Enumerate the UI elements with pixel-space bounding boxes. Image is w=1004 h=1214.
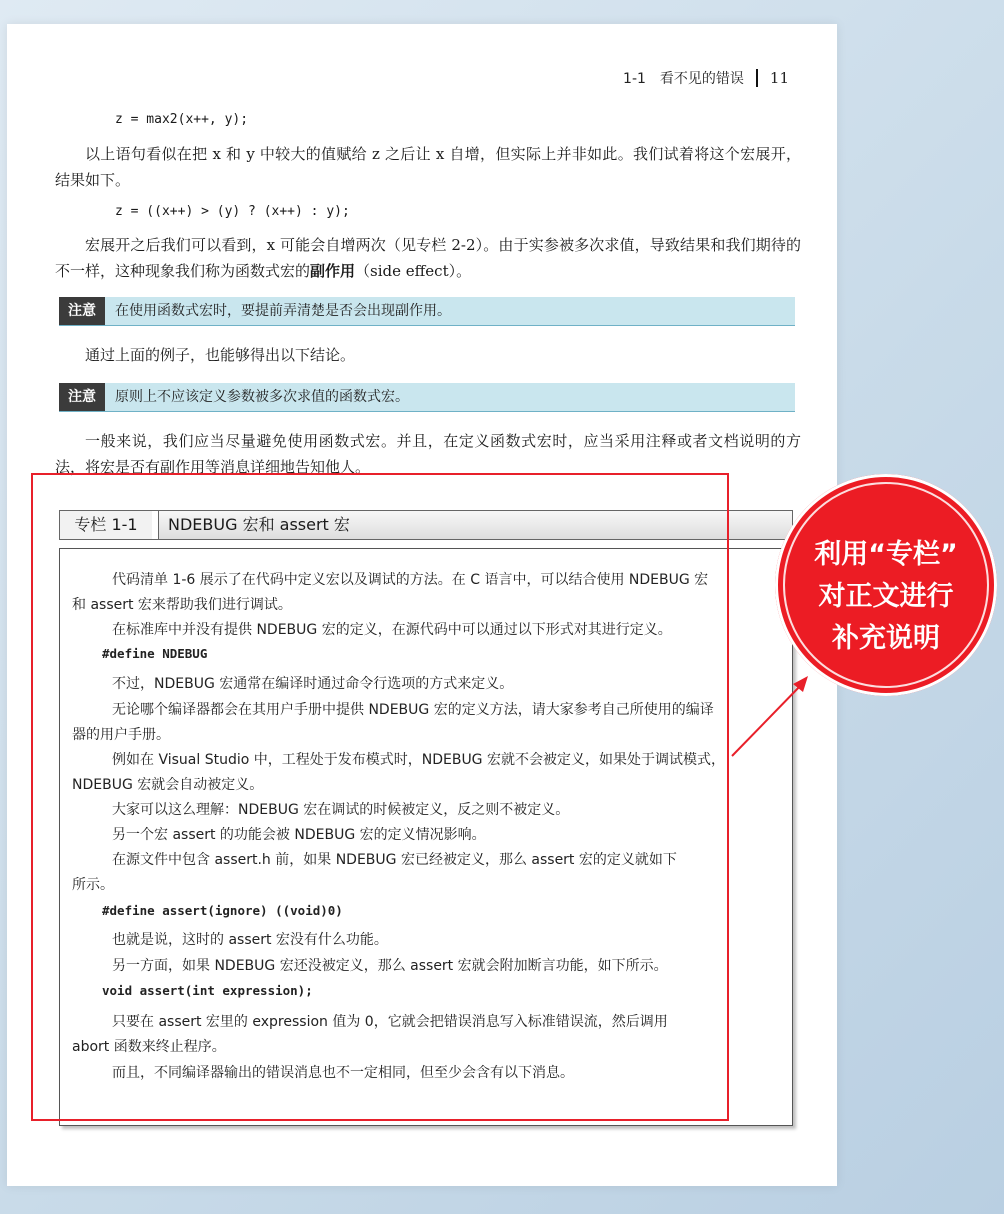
column-line: 器的用户手册。 xyxy=(72,727,170,743)
column-line: 代码清单 1-6 展示了在代码中定义宏以及调试的方法。在 C 语言中，可以结合使用 NDEBUG 宏 xyxy=(112,572,709,588)
column-title: NDEBUG 宏和 assert 宏 xyxy=(168,515,350,534)
page-header xyxy=(7,68,789,88)
note-text: 原则上不应该定义参数被多次求值的函数式宏。 xyxy=(115,389,409,405)
note-tag: 注意 xyxy=(59,383,105,411)
column-line: 无论哪个编译器都会在其用户手册中提供 NDEBUG 宏的定义方法，请大家参考自己所使用的编译 xyxy=(112,702,714,718)
column-line: 所示。 xyxy=(72,877,114,893)
paragraph-4: 一般来说，我们应当尽量避免使用函数式宏。并且，在定义函数式宏时，应当采用注释或者文档说明的方法，将宏是否有副作用等消息详细地告知他人。 xyxy=(55,432,801,476)
column-line: 也就是说，这时的 assert 宏没有什么功能。 xyxy=(112,932,388,948)
note-box-1 xyxy=(59,297,795,326)
note-tag: 注意 xyxy=(59,297,105,325)
callout-line-1: 利用“专栏” xyxy=(814,539,958,570)
column-line: NDEBUG 宏就会自动被定义。 xyxy=(72,777,264,793)
paragraph-3: 通过上面的例子，也能够得出以下结论。 xyxy=(85,346,356,364)
column-code: void assert(int expression); xyxy=(102,983,313,998)
note-box-2 xyxy=(59,383,795,412)
bold-term: 副作用 xyxy=(310,262,356,280)
header-divider xyxy=(756,69,758,87)
column-line: 大家可以这么理解：NDEBUG 宏在调试的时候被定义，反之则不被定义。 xyxy=(112,802,570,818)
column-line: 另一个宏 assert 的功能会被 NDEBUG 宏的定义情况影响。 xyxy=(112,827,486,843)
page-number: 11 xyxy=(769,69,789,87)
column-line: 例如在 Visual Studio 中，工程处于发布模式时，NDEBUG 宏就不会被定义，如果处于调试模式， xyxy=(112,752,725,768)
highlight-frame xyxy=(31,473,729,1121)
column-code: #define NDEBUG xyxy=(102,646,208,661)
column-line: abort 函数来终止程序。 xyxy=(72,1039,226,1055)
column-line: 不过，NDEBUG 宏通常在编译时通过命令行选项的方式来定义。 xyxy=(112,676,514,692)
note-text: 在使用函数式宏时，要提前弄清楚是否会出现副作用。 xyxy=(115,303,451,319)
code-line-2: z = ((x++) > (y) ? (x++) : y); xyxy=(115,204,350,219)
column-code: #define assert(ignore) ((void)0) xyxy=(102,903,343,918)
column-line: 在源文件中包含 assert.h 前，如果 NDEBUG 宏已经被定义，那么 assert 宏的定义就如下 xyxy=(112,852,677,868)
column-line: 另一方面，如果 NDEBUG 宏还没被定义，那么 assert 宏就会附加断言功能，如下所示。 xyxy=(112,958,668,974)
callout-line-3: 补充说明 xyxy=(832,623,940,654)
callout-badge xyxy=(775,474,997,696)
section-title: 1-1 看不见的错误 xyxy=(623,71,744,87)
column-tab-label: 专栏 1-1 xyxy=(60,511,153,539)
paragraph-2: 宏展开之后我们可以看到，x 可能会自增两次（见专栏 2-2）。由于实参被多次求值，导致结果和我们期待的不一样，这种现象我们称为函数式宏的副作用（side effect）。 xyxy=(55,236,801,280)
column-line: 只要在 assert 宏里的 expression 值为 0，它就会把错误消息写入标准错误流，然后调用 xyxy=(112,1014,668,1030)
paragraph-1: 以上语句看似在把 x 和 y 中较大的值赋给 z 之后让 x 自增，但实际上并非如此。我们试着将这个宏展开，结果如下。 xyxy=(55,145,801,189)
callout-arrow xyxy=(720,670,820,770)
column-line: 和 assert 宏来帮助我们进行调试。 xyxy=(72,597,292,613)
code-line-1: z = max2(x++, y); xyxy=(115,112,249,127)
column-line: 在标准库中并没有提供 NDEBUG 宏的定义，在源代码中可以通过以下形式对其进行定义。 xyxy=(112,622,672,638)
column-line: 而且，不同编译器输出的错误消息也不一定相同，但至少会含有以下消息。 xyxy=(112,1065,574,1081)
callout-line-2: 对正文进行 xyxy=(818,581,954,612)
